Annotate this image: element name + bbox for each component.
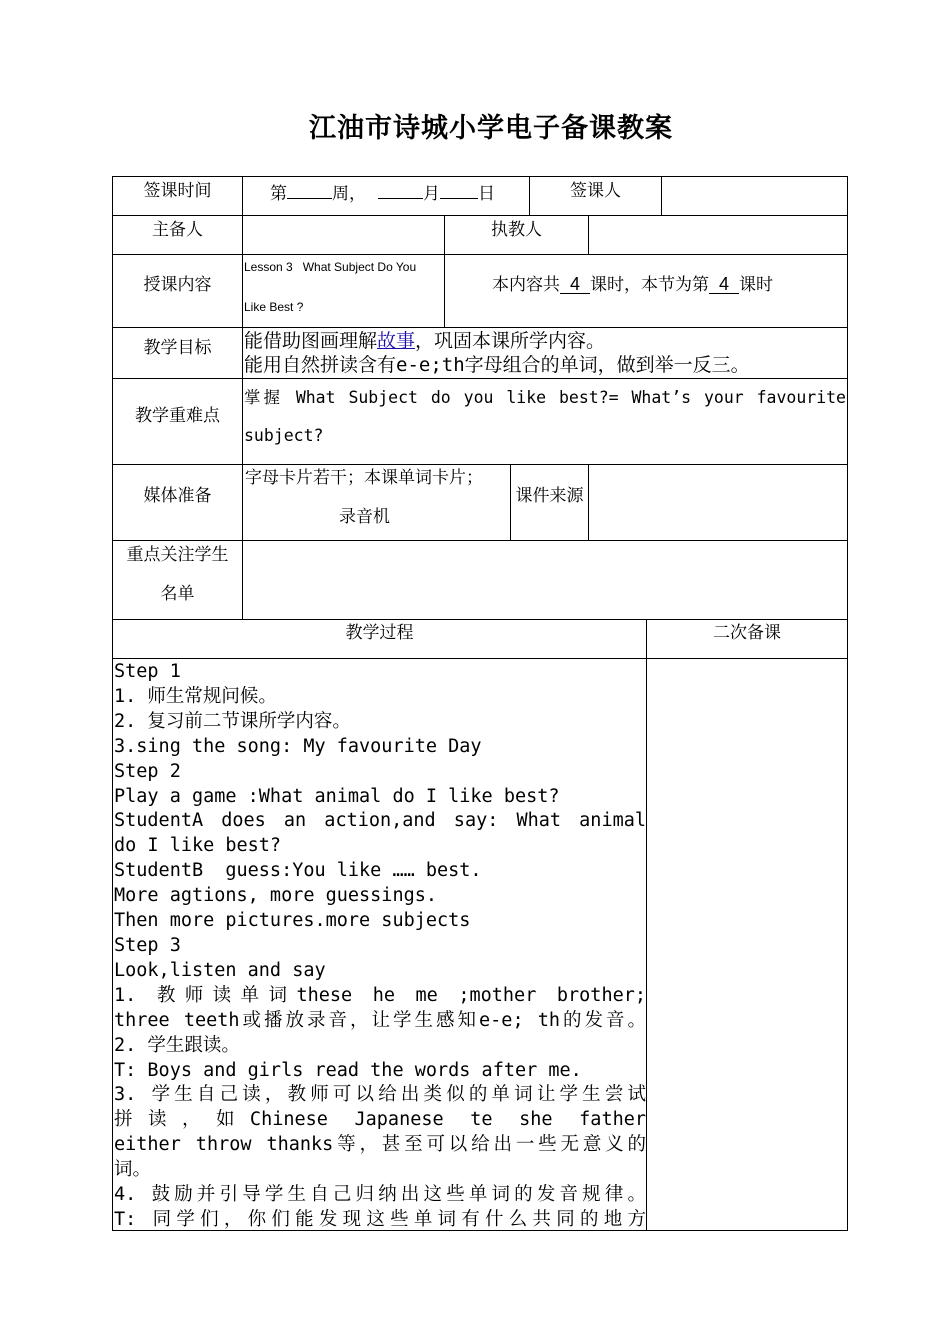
objective-cell xyxy=(242,327,848,379)
sign-date-cell xyxy=(242,176,530,216)
revision-header: 二次备课 xyxy=(713,623,781,643)
process-header: 教学过程 xyxy=(345,623,414,643)
process-line: 拼读，如Chinese Japanese te she father xyxy=(114,1109,646,1131)
process-line: 4. 鼓励并引导学生自己归纳出这些单词的发音规律。 xyxy=(114,1184,646,1206)
process-line: StudentA does an action,and say: What animal xyxy=(114,810,646,832)
process-line: 2. 复习前二节课所学内容。 xyxy=(114,710,351,732)
focus-label-cell xyxy=(112,378,243,465)
process-header-cell xyxy=(112,619,647,659)
process-line: 3.sing the song: My favourite Day xyxy=(114,735,482,757)
hours-mid: 课时，本节为第 xyxy=(590,275,709,295)
process-line: 1. 教师读单词these he me ;mother brother; xyxy=(114,984,646,1006)
focus-line2: subject? xyxy=(244,426,324,445)
focus-line1: 掌握 What Subject do you like best?= What’s your favourite xyxy=(244,388,846,407)
revision-body-cell[interactable] xyxy=(646,658,848,1231)
process-line: 3. 学生自己读，教师可以给出类似的单词让学生尝试 xyxy=(114,1084,646,1106)
process-line: More agtions, more guessings. xyxy=(114,885,438,907)
objective-label: 教学目标 xyxy=(143,338,212,358)
preparer-label-cell xyxy=(112,215,243,255)
media-cell xyxy=(242,464,511,541)
signer-label-cell xyxy=(529,176,662,216)
hours-current[interactable]: 4 xyxy=(709,275,739,294)
process-line: 2. 学生跟读。 xyxy=(114,1034,240,1056)
day-blank[interactable] xyxy=(440,180,478,199)
week-suffix: 周， xyxy=(332,184,366,204)
source-label: 课件来源 xyxy=(515,486,584,506)
revision-header-cell xyxy=(646,619,848,659)
process-line: Play a game :What animal do I like best? xyxy=(114,785,560,807)
sign-time-label: 签课时间 xyxy=(143,181,212,201)
day-suffix: 日 xyxy=(478,184,495,204)
process-line: either throw thanks等，甚至可以给出一些无意义的 xyxy=(114,1134,646,1156)
week-blank[interactable] xyxy=(287,180,332,199)
process-line: Step 3 xyxy=(114,934,181,956)
lesson-title-line2: Like Best ? xyxy=(244,300,304,314)
month-blank[interactable] xyxy=(378,180,423,199)
media-line2: 录音机 xyxy=(339,507,390,527)
process-line: Step 2 xyxy=(114,760,181,782)
preparer-value-cell[interactable] xyxy=(242,215,445,255)
objective-line1: 能借助图画理解故事，巩固本课所学内容。 xyxy=(244,330,606,352)
media-line1: 字母卡片若干；本课单词卡片； xyxy=(245,468,483,488)
process-text xyxy=(114,660,646,1233)
process-line: Look,listen and say xyxy=(114,959,326,981)
content-label: 授课内容 xyxy=(143,275,212,295)
process-line: Step 1 xyxy=(114,661,181,682)
story-link[interactable]: 故事 xyxy=(377,330,416,352)
hours-total[interactable]: 4 xyxy=(560,275,590,294)
objective-line2: 能用自然拼读含有e-e;th字母组合的单词，做到举一反三。 xyxy=(244,353,750,376)
students-label-line1: 重点关注学生 xyxy=(126,545,229,565)
lesson-title-cell xyxy=(242,254,445,328)
process-line: 词。 xyxy=(114,1159,152,1181)
source-value-cell[interactable] xyxy=(588,464,848,541)
teacher-value-cell[interactable] xyxy=(588,215,848,255)
media-label: 媒体准备 xyxy=(143,486,212,506)
objective-label-cell xyxy=(112,327,243,379)
process-line: do I like best? xyxy=(114,835,282,857)
process-line: StudentB guess:You like …… best. xyxy=(114,860,482,882)
signer-value-cell[interactable] xyxy=(661,176,848,216)
students-label-cell xyxy=(112,540,243,620)
teacher-label: 执教人 xyxy=(491,220,542,240)
teacher-label-cell xyxy=(444,215,589,255)
preparer-label: 主备人 xyxy=(152,220,203,240)
focus-cell xyxy=(242,378,848,465)
students-value-cell[interactable] xyxy=(242,540,848,620)
process-line: T: Boys and girls read the words after me. xyxy=(114,1059,582,1081)
hours-cell xyxy=(444,254,848,328)
page-title: 江油市诗城小学电子备课教案 xyxy=(309,113,673,144)
hours-prefix: 本内容共 xyxy=(492,275,560,295)
hours-suffix: 课时 xyxy=(739,275,773,295)
process-line: T: 同学们，你们能发现这些单词有什么共同的地方 xyxy=(114,1208,646,1230)
lesson-title-line1: Lesson 3 What Subject Do You xyxy=(244,260,417,274)
source-label-cell xyxy=(510,464,589,541)
process-line: Then more pictures.more subjects xyxy=(114,910,471,932)
process-line: three teeth或播放录音，让学生感知e-e; th的发音。 xyxy=(114,1009,646,1031)
sign-time-label-cell xyxy=(112,176,243,216)
media-label-cell xyxy=(112,464,243,541)
content-label-cell xyxy=(112,254,243,328)
month-suffix: 月 xyxy=(423,184,440,204)
process-line: 1. 师生常规问候。 xyxy=(114,685,277,707)
students-label-line2: 名单 xyxy=(160,584,195,604)
week-prefix: 第 xyxy=(270,184,287,204)
signer-label: 签课人 xyxy=(570,181,621,201)
focus-label: 教学重难点 xyxy=(135,406,220,426)
